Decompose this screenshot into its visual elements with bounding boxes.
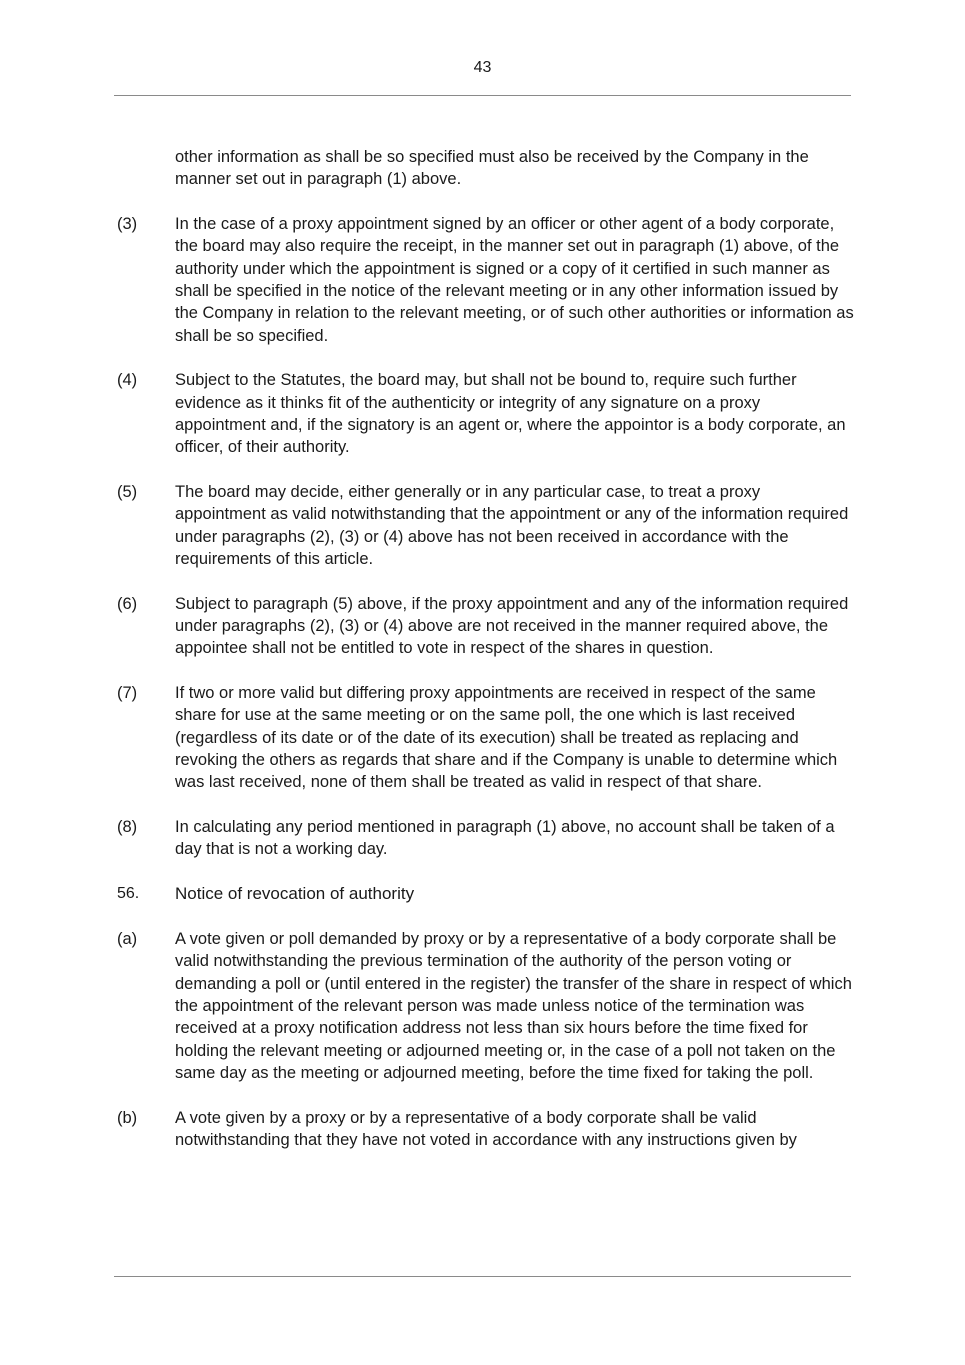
paragraph-4: [0, 369, 965, 458]
paragraph-number: (4): [117, 371, 138, 390]
document-body: [0, 146, 965, 1174]
paragraph-3: [0, 213, 965, 347]
paragraph-number: (b): [117, 1108, 138, 1127]
paragraph-number: (3): [117, 215, 138, 234]
paragraph-number: (5): [117, 483, 138, 502]
article-number: 56.: [117, 885, 140, 903]
paragraph-a: [0, 928, 965, 1084]
paragraph-number: (6): [117, 594, 138, 613]
paragraph-text: A vote given or poll demanded by proxy or by a representative of a body corporate shall be valid notwithstanding the previous termination of the authority of the person voting or demanding a poll or (until entered in the register) the transfer of the share in respect of which the appointment of the relevant person was made unless notice of the termination was received at a proxy notification address not less than six hours before the time fixed for holding the relevant meeting or adjourned meeting or, in the case of a poll not taken on the same day as the meeting or adjourned meeting, before the time fixed for taking the poll.: [175, 930, 852, 1082]
paragraph-5: [0, 481, 965, 570]
paragraph-number: (7): [117, 684, 138, 703]
paragraph-text: other information as shall be so specified must also be received by the Company in the manner set out in paragraph (1) above.: [175, 148, 809, 189]
paragraph-text: In calculating any period mentioned in paragraph (1) above, no account shall be taken of a day that is not a working day.: [175, 818, 835, 859]
article-title: Notice of revocation of authority: [175, 884, 415, 904]
paragraph-text: A vote given by a proxy or by a representative of a body corporate shall be valid notwithstanding that they have not voted in accordance with any instructions given by: [175, 1108, 797, 1149]
paragraph-7: [0, 682, 965, 793]
paragraph-text: Subject to the Statutes, the board may, but shall not be bound to, require such further evidence as it thinks fit of the authenticity or integrity of any signature on a proxy appointment and, if the signatory is an agent or, where the appointor is a body corporate, an officer, of their authority.: [175, 371, 846, 457]
footer-divider: [114, 1276, 851, 1277]
paragraph-b: [0, 1107, 965, 1152]
paragraph-text: Subject to paragraph (5) above, if the proxy appointment and any of the information required under paragraphs (2), (3) or (4) above are not received in the manner required above, the appointee shall not be entitled to vote in respect of the shares in question.: [175, 594, 849, 658]
paragraph-6: [0, 593, 965, 660]
page-number: 43: [473, 59, 492, 76]
article-heading-56: [0, 883, 965, 905]
paragraph-number: (a): [117, 930, 138, 949]
paragraph-text: The board may decide, either generally or in any particular case, to treat a proxy appointment as valid notwithstanding that the appointment or any of the information required under paragraphs (2), (3) or (4) above has not been received in accordance with the requirements of this article.: [175, 483, 849, 568]
paragraph-8: [0, 816, 965, 861]
header-divider: [114, 95, 851, 96]
paragraph-text: If two or more valid but differing proxy appointments are received in respect of the same share for use at the same meeting or on the same poll, the one which is last received (regardless of its date or of the date of its execution) shall be treated as replacing and revoking the others as regards that share and if the Company is unable to determine which was last received, none of them shall be treated as valid in respect of that share.: [175, 684, 838, 792]
paragraph-continuation: [0, 146, 965, 191]
paragraph-number: (8): [117, 818, 138, 837]
paragraph-text: In the case of a proxy appointment signed by an officer or other agent of a body corporate, the board may also require the receipt, in the manner set out in paragraph (1) above, of the authority under which the appointment is signed or a copy of it certified in such manner as shall be specified in the notice of the relevant meeting or in any other information issued by the Company in relation to the relevant meeting, or of such other authorities or information as shall be so specified.: [175, 215, 854, 345]
